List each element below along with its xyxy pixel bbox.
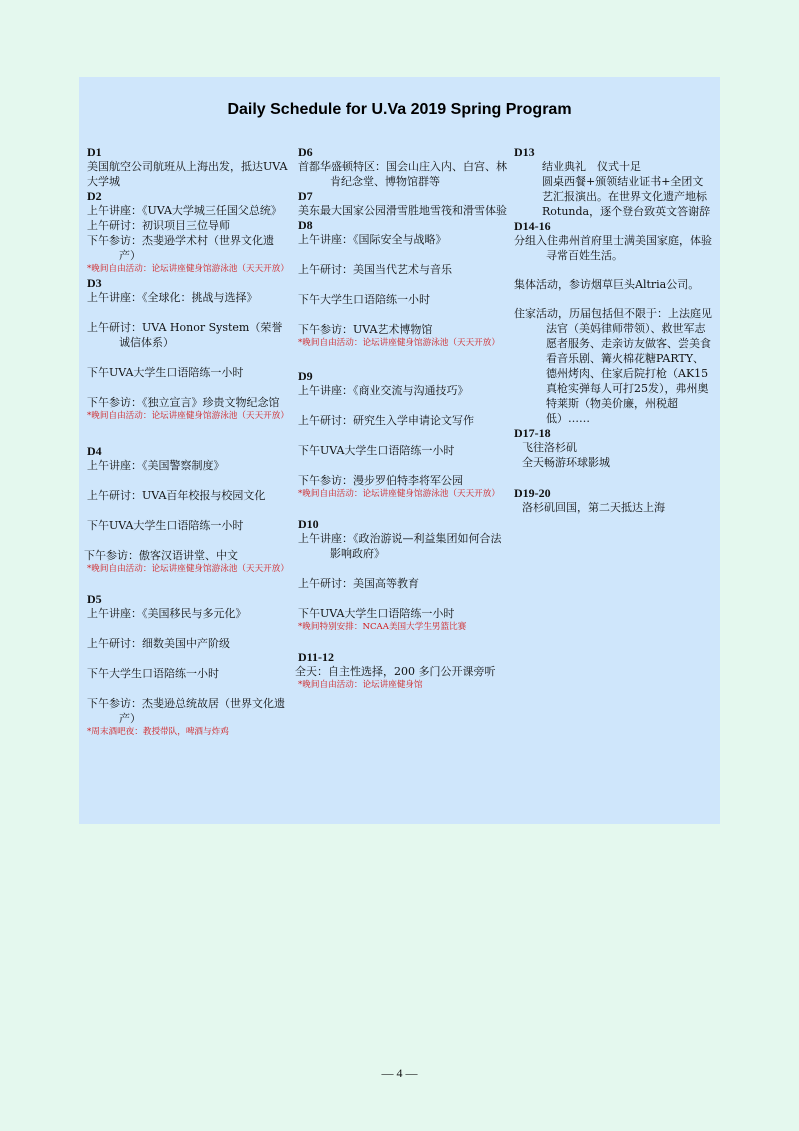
activity-line: 分组入住弗州首府里士满美国家庭，体验寻常百姓生活。 (514, 234, 712, 262)
day-label: D17-18 (514, 426, 551, 440)
activity-line: 全天：自主性选择，200 多门公开课旁听 (295, 665, 496, 678)
activity-line: 首都华盛顿特区：国会山庄入内、白宫、林肯纪念堂、博物馆群等 (298, 160, 507, 188)
activity-line: 下午UVA大学生口语陪练一小时 (87, 519, 244, 532)
activity-line: 下午参访：UVA艺术博物馆 (298, 323, 433, 336)
activity-line: 上午研讨：细数美国中产阶级 (87, 637, 230, 650)
activity-line: 住家活动，历届包括但不限于：上法庭见法官（美妈律师带领）、救世军志愿者服务、走亲访友做客、尝美食看音乐剧、篝火棉花糖PARTY、德州烤肉、住家后院打枪（AK15真枪实弹每人可打25发），弗州奥特莱斯（物美价廉，州税超低）…… (514, 307, 712, 425)
day-label: D7 (298, 189, 313, 203)
activity-line: 洛杉矶回国，第二天抵达上海 (522, 501, 665, 514)
day-label: D2 (87, 189, 102, 203)
activity-line: 上午讲座：《美国警察制度》 (87, 459, 225, 472)
day-label: D10 (298, 517, 319, 531)
activity-line: 集体活动，参访烟草巨头Altria公司。 (514, 278, 700, 291)
activity-line: 圆桌西餐+颁领结业证书+全团文艺汇报演出。在世界文化遗产地标Rotunda，逐个登台致英文答谢辞 (542, 175, 711, 218)
activity-line: 美东最大国家公园滑雪胜地雪筏和滑雪体验 (298, 204, 507, 217)
activity-line: 下午UVA大学生口语陪练一小时 (298, 607, 455, 620)
evening-note: *晚间自由活动：论坛讲座健身馆 (298, 680, 423, 690)
evening-note: *晚间自由活动：论坛讲座健身馆游泳池（天天开放） (298, 489, 500, 499)
day-label: D14-16 (514, 219, 551, 233)
activity-line: 上午研讨：美国高等教育 (298, 577, 419, 590)
schedule-column-3 (514, 145, 714, 515)
page-number: — 4 — (381, 1066, 418, 1080)
activity-line: 美国航空公司航班从上海出发，抵达UVA大学城 (87, 160, 288, 188)
activity-line: 上午研讨：研究生入学申请论文写作 (298, 414, 474, 427)
activity-line: 下午参访：杰斐逊总统故居（世界文化遗产） (87, 697, 285, 725)
evening-note: *晚间自由活动：论坛讲座健身馆游泳池（天天开放） (87, 564, 289, 574)
activity-line: 下午UVA大学生口语陪练一小时 (87, 366, 244, 379)
schedule-column-2 (295, 145, 508, 692)
activity-line: 上午研讨：初识项目三位导师 (87, 219, 230, 232)
day-label: D5 (87, 592, 102, 606)
activity-line: 下午参访：《独立宣言》珍贵文物纪念馆 (87, 396, 280, 409)
activity-line: 上午讲座：《全球化：挑战与选择》 (87, 291, 258, 304)
activity-line: 下午参访：杰斐逊学术村（世界文化遗产） (87, 234, 274, 262)
day-label: D8 (298, 218, 313, 232)
activity-line: 下午大学生口语陪练一小时 (87, 667, 219, 680)
activity-line: 全天畅游环球影城 (522, 456, 610, 469)
day-label: D3 (87, 276, 102, 290)
activity-line: 下午参访：傲客汉语讲堂、中文 (84, 549, 238, 562)
day-label: D4 (87, 444, 102, 458)
activity-line: 下午UVA大学生口语陪练一小时 (298, 444, 455, 457)
day-label: D11-12 (298, 650, 334, 664)
day-label: D9 (298, 369, 313, 383)
weekend-note: *周末酒吧夜：教授带队，啤酒与炸鸡 (87, 727, 229, 737)
activity-line: 下午大学生口语陪练一小时 (298, 293, 430, 306)
activity-line: 上午研讨：美国当代艺术与音乐 (298, 263, 452, 276)
activity-line: 上午讲座：《美国移民与多元化》 (87, 607, 247, 620)
activity-line: 结业典礼 仪式十足 (542, 160, 641, 173)
activity-line: 飞往洛杉矶 (522, 441, 577, 454)
activity-line: 下午参访：漫步罗伯特李将军公园 (298, 474, 463, 487)
activity-line: 上午讲座：《商业交流与沟通技巧》 (298, 384, 469, 397)
day-label: D6 (298, 145, 313, 159)
evening-note: *晚间自由活动：论坛讲座健身馆游泳池（天天开放） (87, 264, 289, 274)
evening-note: *晚间自由活动：论坛讲座健身馆游泳池（天天开放） (298, 338, 500, 348)
schedule-column-1 (84, 145, 290, 739)
evening-note: *晚间自由活动：论坛讲座健身馆游泳池（天天开放） (87, 411, 289, 421)
day-label: D19-20 (514, 486, 551, 500)
evening-note: *晚间特别安排：NCAA美国大学生男篮比赛 (298, 622, 467, 632)
page-title: Daily Schedule for U.Va 2019 Spring Program (227, 101, 572, 118)
activity-line: 上午研讨：UVA Honor System（荣誉诚信体系） (87, 321, 283, 349)
activity-line: 上午讲座：《UVA大学城三任国父总统》 (87, 204, 282, 217)
activity-line: 上午讲座：《政治游说—利益集团如何合法影响政府》 (298, 532, 502, 560)
day-label: D13 (514, 145, 535, 159)
schedule-panel (79, 77, 720, 824)
day-label: D1 (87, 145, 102, 159)
activity-line: 上午讲座：《国际安全与战略》 (298, 233, 447, 246)
activity-line: 上午研讨：UVA百年校报与校园文化 (87, 489, 266, 502)
